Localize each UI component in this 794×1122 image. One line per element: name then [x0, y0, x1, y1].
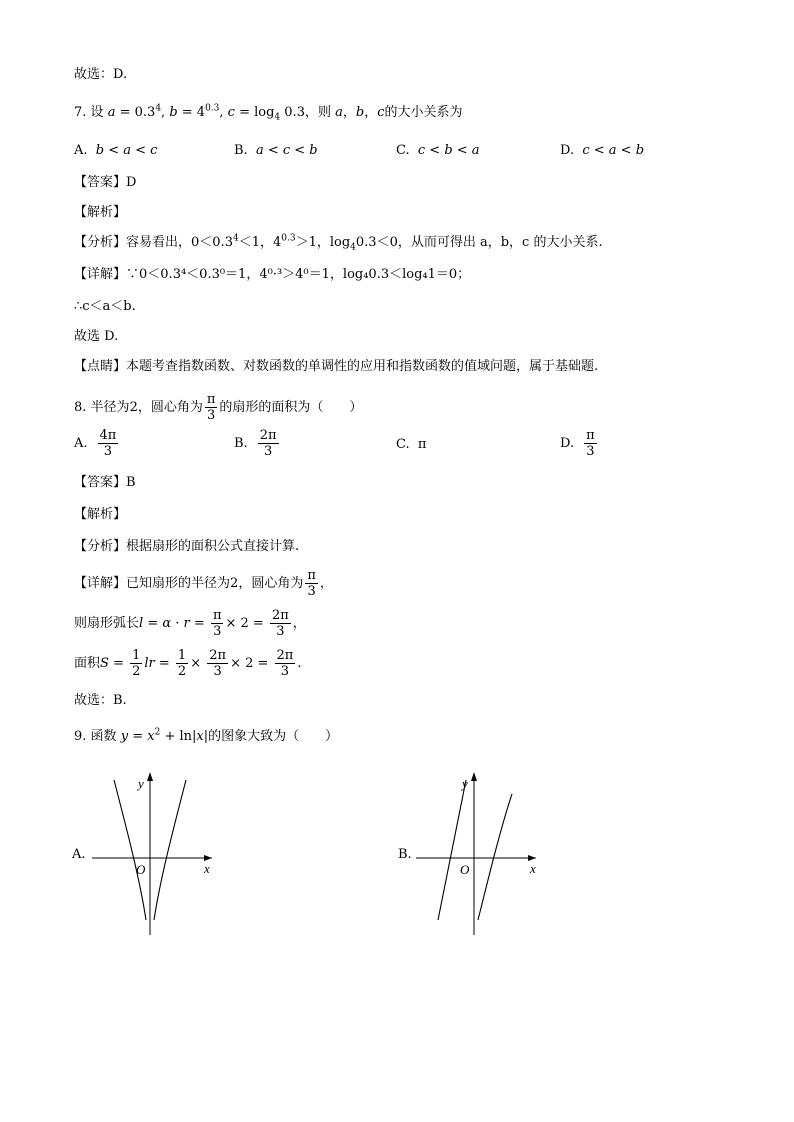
- q7-stem-suffix: ，则: [304, 105, 331, 120]
- q7-option-a: A. b < a < c: [74, 143, 158, 158]
- q9-a-x-label: x: [204, 861, 210, 876]
- q7-stem: 7. 设 $a = 0.3^4$, $b = 4^{0.3}$, $c = \log_4 0.3$，则 a，b，c的大小关系为: [74, 103, 463, 123]
- q7-conclusion: 故选 D.: [74, 329, 119, 344]
- q8-arc-length: 则扇形弧长l = α · r = $\frac{\pi}{3}$ × 2 = $\frac{2\pi}{3}$ ，: [74, 608, 306, 639]
- q8-answer: 【答案】B: [74, 475, 136, 490]
- q9-a-origin: O: [136, 862, 146, 877]
- q8-stem: 8. 半径为2，圆心角为 $\frac{\pi}{3}$ 的扇形的面积为（ ）: [74, 392, 363, 423]
- q9-b-x-label: x: [530, 861, 536, 876]
- q8-analysis-tag: 【解析】: [74, 507, 127, 522]
- q9-a-y-label: y: [138, 776, 144, 791]
- q8-xiangjie: 【详解】已知扇形的半径为2，圆心角为 $\frac{\pi}{3}$ ，: [74, 568, 333, 599]
- q9-graph-b: [416, 770, 546, 940]
- q9-option-a-label: A.: [72, 847, 86, 862]
- q9-b-origin: O: [460, 862, 470, 877]
- q9-graph-a: [92, 770, 222, 940]
- q6-conclusion: 故选：D.: [74, 67, 128, 82]
- q7-number: 7.: [74, 105, 87, 120]
- q8-option-c: C. π: [396, 437, 427, 452]
- q7-analysis-tag: 【解析】: [74, 205, 127, 220]
- q9-option-b-label: B.: [398, 847, 412, 862]
- q9-b-y-label: y: [462, 776, 468, 791]
- q8-option-b: B. $\frac{2\pi}{3}$: [234, 428, 277, 459]
- q9-stem: 9. 函数 $y = x^2 + \ln|x|$的图象大致为（ ）: [74, 727, 339, 744]
- q8-area: 面积S = $\frac{1}{2}$ lr = $\frac{1}{2}$ × $\frac{2\pi}{3}$ × 2 = $\frac{2\pi}{3}$ .: [74, 648, 302, 679]
- q7-dianjing: 【点睛】本题考查指数函数、对数函数的单调性的应用和指数函数的值域问题，属于基础题.: [74, 359, 599, 374]
- q7-option-d: D. c < a < b: [560, 143, 645, 158]
- q7-stem-prefix: 设: [90, 105, 104, 120]
- q7-stem-tail: 的大小关系为: [384, 105, 463, 120]
- q8-option-a: A. $\frac{4\pi}{3}$: [74, 428, 117, 459]
- q7-xiangjie: 【详解】∵0＜0.3⁴＜0.3⁰＝1，4⁰·³＞4⁰＝1，log₄0.3＜log₄1＝0；: [74, 267, 471, 282]
- q8-conclusion: 故选：B.: [74, 693, 127, 708]
- q7-answer: 【答案】D: [74, 175, 137, 190]
- q8-option-d: D. $\frac{\pi}{3}$: [560, 428, 595, 459]
- q7-therefore: ∴c＜a＜b.: [74, 299, 136, 314]
- q8-fenxi: 【分析】根据扇形的面积公式直接计算.: [74, 539, 300, 554]
- q7-option-c: C. c < b < a: [396, 143, 480, 158]
- q7-option-b: B. a < c < b: [234, 143, 318, 158]
- q7-fenxi: 【分析】容易看出，$0<0.3^4<1$，$4^{0.3}>1$，$\log_40.3<0$，从而可得出 a，b，c 的大小关系.: [74, 233, 603, 253]
